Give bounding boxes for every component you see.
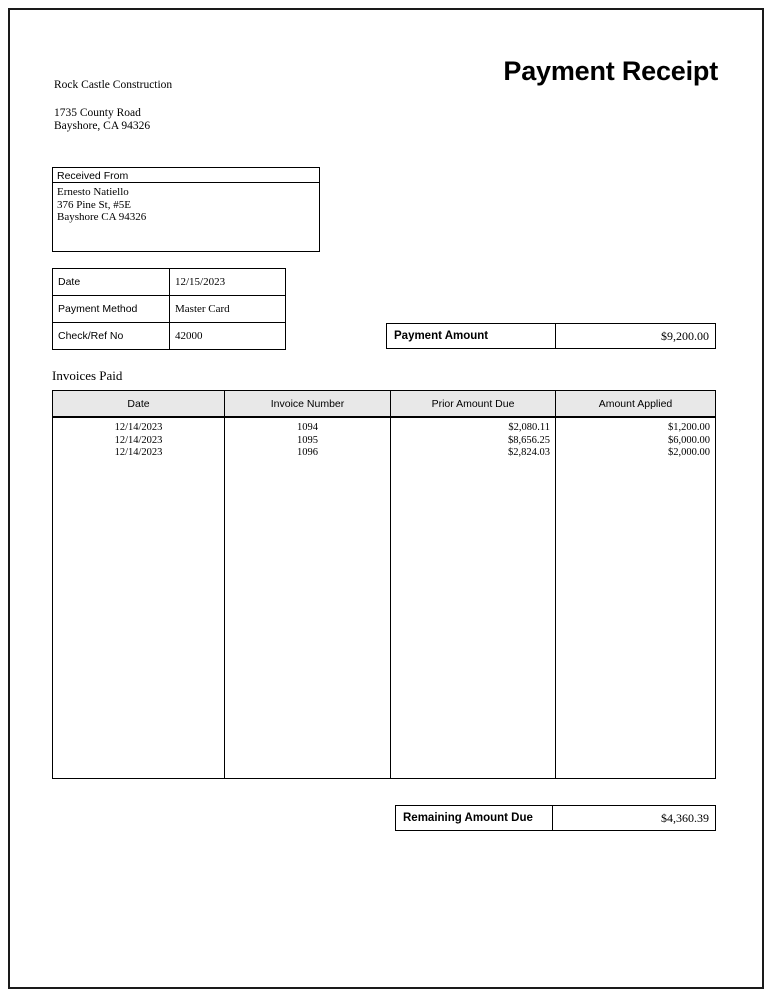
remaining-amount-due-label: Remaining Amount Due <box>396 806 553 830</box>
page-title: Payment Receipt <box>503 56 718 86</box>
company-name: Rock Castle Construction <box>54 79 173 91</box>
payment-amount-box <box>386 323 716 349</box>
detail-value-date: 12/15/2023 <box>170 269 286 296</box>
cell-amount-applied: $6,000.00 <box>668 434 710 446</box>
column-date <box>53 418 225 778</box>
detail-row-date <box>53 269 286 296</box>
column-header-prior-amount-due: Prior Amount Due <box>391 391 556 416</box>
cell-date: 12/14/2023 <box>114 447 163 458</box>
payment-details-table <box>52 268 286 350</box>
column-amount-applied <box>556 418 715 778</box>
detail-value-payment-method: Master Card <box>170 296 286 323</box>
cell-amount-applied: $2,000.00 <box>668 447 710 458</box>
cell-invoice-number: 1095 <box>297 434 318 446</box>
received-from-header: Received From <box>53 168 319 183</box>
detail-row-payment-method <box>53 296 286 323</box>
payment-amount-value: $9,200.00 <box>661 328 709 343</box>
payer-name: Ernesto Natiello <box>57 186 129 198</box>
invoices-paid-table <box>52 390 716 779</box>
cell-invoice-number: 1096 <box>297 447 318 458</box>
detail-label-check-ref: Check/Ref No <box>53 323 170 350</box>
cell-date: 12/14/2023 <box>114 422 163 433</box>
remaining-amount-due-box <box>395 805 716 831</box>
column-invoice-number <box>225 418 391 778</box>
invoices-table-header-row <box>53 391 715 418</box>
detail-row-check-ref <box>53 323 286 350</box>
column-header-date: Date <box>53 391 225 416</box>
cell-prior-amount-due: $2,080.11 <box>508 422 550 433</box>
cell-prior-amount-due: $2,824.03 <box>508 447 550 458</box>
detail-label-payment-method: Payment Method <box>53 296 170 323</box>
cell-prior-amount-due: $8,656.25 <box>508 434 550 446</box>
received-from-address <box>53 183 319 224</box>
cell-date: 12/14/2023 <box>114 434 163 446</box>
company-address-line1: 1735 County Road <box>54 107 141 119</box>
company-address-line2: Bayshore, CA 94326 <box>54 120 151 132</box>
column-header-invoice-number: Invoice Number <box>225 391 391 416</box>
company-address <box>54 107 150 133</box>
invoices-table-body <box>53 418 715 778</box>
cell-amount-applied: $1,200.00 <box>668 422 710 433</box>
payer-address-line2: Bayshore CA 94326 <box>57 211 147 223</box>
column-prior-amount-due <box>391 418 556 778</box>
cell-invoice-number: 1094 <box>297 422 318 433</box>
detail-label-date: Date <box>53 269 170 296</box>
column-header-amount-applied: Amount Applied <box>598 397 673 410</box>
received-from-box <box>52 167 320 252</box>
invoices-paid-caption: Invoices Paid <box>52 368 123 383</box>
payer-address-line1: 376 Pine St, #5E <box>57 198 131 211</box>
page-frame <box>8 8 764 989</box>
detail-value-check-ref: 42000 <box>170 323 286 350</box>
payment-amount-label: Payment Amount <box>387 324 556 348</box>
remaining-amount-due-value: $4,360.39 <box>661 810 709 825</box>
